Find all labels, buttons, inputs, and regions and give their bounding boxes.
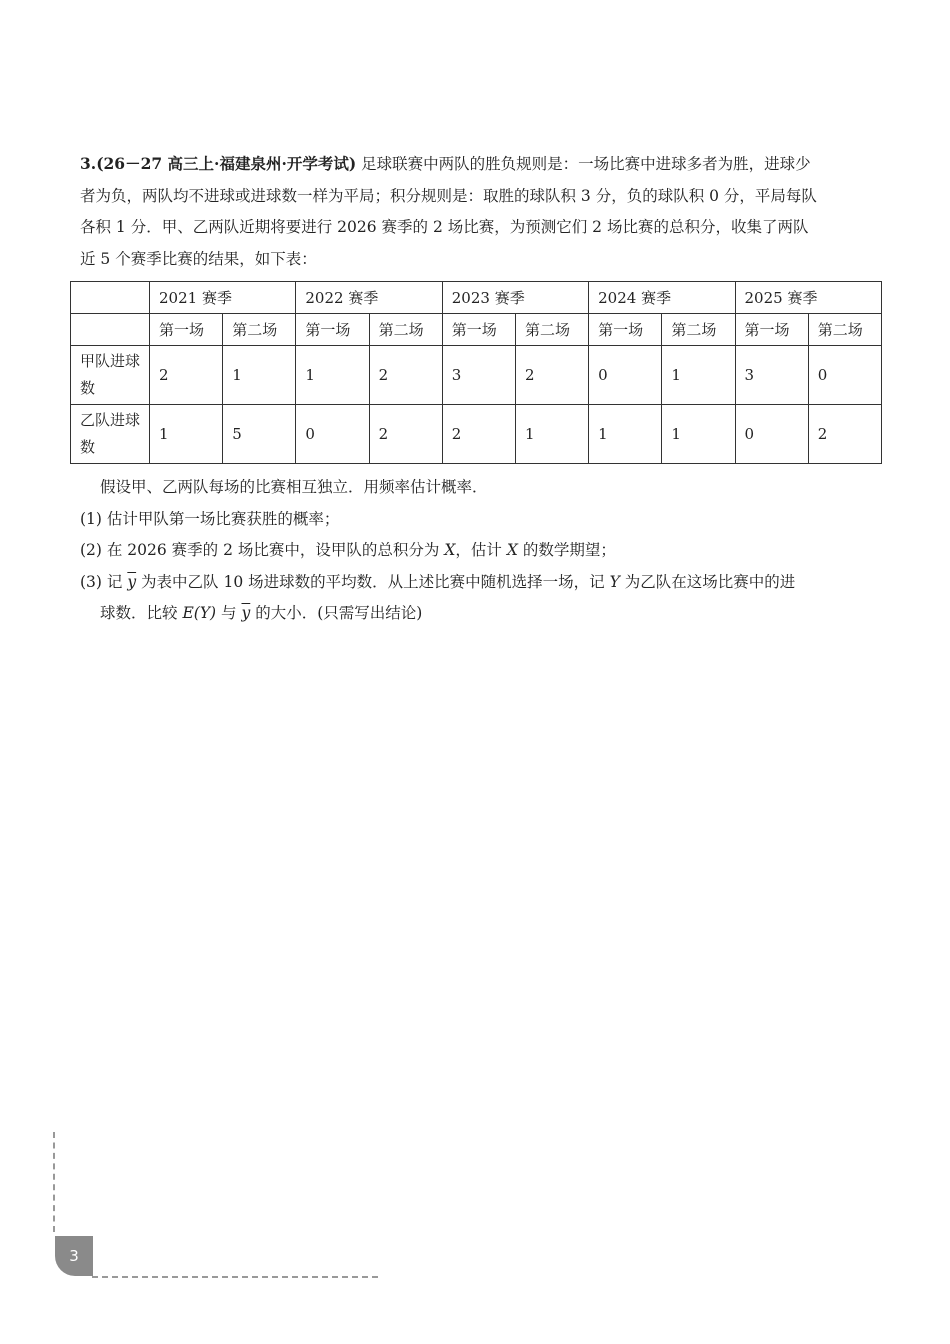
table-cell: 2: [150, 346, 223, 405]
q2-text: 的数学期望；: [522, 541, 616, 559]
problem-line-3: 各积 1 分．甲、乙两队近期将要进行 2026 赛季的 2 场比赛，为预测它们 2 场比赛的总积分，收集了两队: [80, 218, 809, 236]
game-header: 第一场: [150, 314, 223, 346]
question-3: [80, 567, 885, 599]
var-ybar: $\overline{y}$: [127, 572, 137, 591]
row-label: 乙队进球数: [71, 405, 150, 464]
table-row-team-a: [71, 346, 882, 405]
game-header: 第二场: [515, 314, 588, 346]
season-header: 2025 赛季: [735, 282, 882, 314]
q3-text: 为表中乙队 10 场进球数的平均数．从上述比赛中随机选择一场，记: [141, 572, 605, 591]
footer-dashed-vertical: [53, 1132, 55, 1232]
problem-source: (26－27 高三上·福建泉州·开学考试): [96, 154, 357, 173]
row-label: 甲队进球数: [71, 346, 150, 405]
questions: [80, 472, 885, 630]
season-header: 2021 赛季: [150, 282, 296, 314]
var-y: Y: [609, 572, 620, 591]
question-2: [80, 535, 885, 567]
footer-dashed-horizontal: [92, 1276, 378, 1278]
season-header: 2023 赛季: [442, 282, 588, 314]
table-cell: 2: [369, 405, 442, 464]
q2-text: ，估计: [455, 541, 502, 559]
problem-text: 足球联赛中两队的胜负规则是：一场比赛中进球多者为胜，进球少: [361, 155, 811, 173]
season-header: 2022 赛季: [296, 282, 442, 314]
table-cell: 3: [442, 346, 515, 405]
table-empty-cell: [71, 314, 150, 346]
game-header: 第二场: [808, 314, 881, 346]
var-x: X: [506, 541, 518, 559]
table-cell: 2: [515, 346, 588, 405]
table-cell: 1: [589, 405, 662, 464]
table-cell: 1: [515, 405, 588, 464]
table-cell: 1: [662, 405, 735, 464]
game-header: 第二场: [369, 314, 442, 346]
problem-statement: [80, 148, 885, 275]
game-header: 第二场: [662, 314, 735, 346]
q2-text: (2) 在 2026 赛季的 2 场比赛中，设甲队的总积分为: [80, 541, 440, 559]
problem-line-1: [80, 148, 885, 181]
problem-line-4: 近 5 个赛季比赛的结果，如下表：: [80, 249, 317, 268]
table-cell: 1: [296, 346, 369, 405]
var-x: X: [444, 541, 456, 559]
game-header: 第一场: [589, 314, 662, 346]
table-cell: 1: [150, 405, 223, 464]
table-corner-cell: [71, 282, 150, 314]
table-cell: 3: [735, 346, 808, 405]
table-cell: 0: [735, 405, 808, 464]
table-header-row: [71, 282, 882, 314]
results-table: [70, 281, 882, 464]
table-row-team-b: [71, 405, 882, 464]
q3-text: 球数．比较: [100, 604, 178, 622]
question-3-cont: [80, 598, 885, 630]
game-header: 第一场: [296, 314, 369, 346]
game-header: 第一场: [442, 314, 515, 346]
q3-text: (3) 记: [80, 572, 123, 591]
table-subheader-row: [71, 314, 882, 346]
expectation-ey: E(Y): [182, 604, 217, 622]
problem-line-2: 者为负，两队均不进球或进球数一样为平局；积分规则是：取胜的球队积 3 分，负的球队积 0 分，平局每队: [80, 186, 817, 205]
question-1: (1) 估计甲队第一场比赛获胜的概率；: [80, 509, 340, 528]
table-cell: 0: [808, 346, 881, 405]
page-number: 3: [55, 1236, 93, 1276]
table-cell: 2: [369, 346, 442, 405]
season-header: 2024 赛季: [589, 282, 735, 314]
q3-text: 的大小．(只需写出结论): [255, 604, 423, 622]
table-cell: 1: [662, 346, 735, 405]
q3-text: 与: [221, 604, 237, 622]
game-header: 第一场: [735, 314, 808, 346]
q3-text: 为乙队在这场比赛中的进: [624, 572, 796, 591]
table-cell: 2: [442, 405, 515, 464]
table-cell: 2: [808, 405, 881, 464]
problem-number: 3.: [80, 154, 97, 173]
assumption-text: 假设甲、乙两队每场的比赛相互独立．用频率估计概率．: [100, 478, 488, 496]
table-cell: 5: [223, 405, 296, 464]
game-header: 第二场: [223, 314, 296, 346]
table-cell: 1: [223, 346, 296, 405]
table-cell: 0: [589, 346, 662, 405]
var-ybar: $\overline{y}$: [241, 604, 251, 622]
table-cell: 0: [296, 405, 369, 464]
